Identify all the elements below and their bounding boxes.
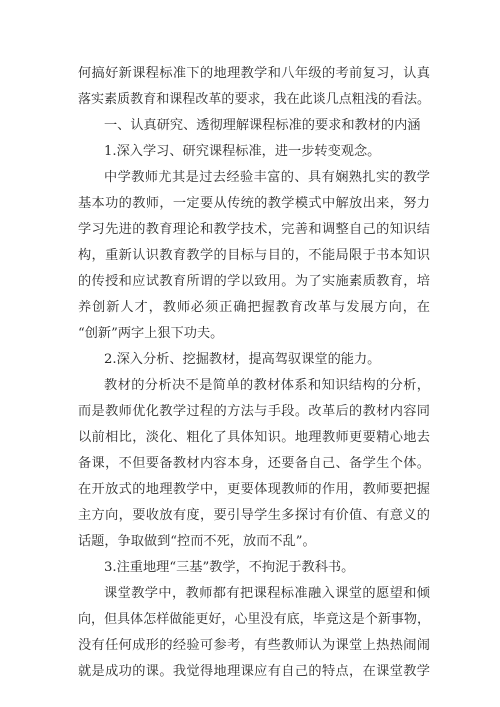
text-line: 就是成功的课。我觉得地理课应有自己的特点，在课堂教学	[78, 664, 430, 679]
text-line: 构，重新认识教育教学的目标与目的，不能局限于书本知识	[78, 248, 430, 263]
subsection-heading: 1.深入学习、研究课程标准，进一步转变观念。	[104, 144, 381, 159]
text-line: 落实素质教育和课程改革的要求，我在此谈几点粗浅的看法。	[78, 92, 430, 107]
text-line: 在开放式的地理教学中，更要体现教师的作用，教师要把握	[78, 482, 430, 497]
text-line: 学习先进的教育理论和教学技术，完善和调整自己的知识结	[78, 222, 430, 237]
subsection-heading: 2.深入分析、挖掘教材，提高驾驭课堂的能力。	[104, 352, 381, 367]
section-heading: 一、认真研究、透彻理解课程标准的要求和教材的内涵	[104, 118, 421, 133]
text-line: 主方向，要收放有度，要引导学生多探讨有价值、有意义的	[78, 508, 430, 523]
text-line: 向，但具体怎样做能更好，心里没有底，毕竟这是个新事物，	[78, 612, 430, 627]
text-line: 教材的分析决不是简单的教材体系和知识结构的分析，	[104, 378, 430, 393]
text-line: 备课，不但要备教材内容本身，还要备自己、备学生个体。	[78, 456, 430, 471]
text-line: 课堂教学中，教师都有把课程标准融入课堂的愿望和倾	[104, 586, 430, 601]
text-line: 话题，争取做到“控而不死，放而不乱”。	[78, 534, 316, 549]
text-line: 而是教师优化教学过程的方法与手段。改革后的教材内容同	[78, 404, 430, 419]
text-line: 没有任何成形的经验可参考，有些教师认为课堂上热热闹闹	[78, 638, 430, 653]
text-line: 基本功的教师，一定要从传统的教学模式中解放出来，努力	[78, 196, 430, 211]
text-line: 以前相比，淡化、粗化了具体知识。地理教师更要精心地去	[78, 430, 430, 445]
text-line: 的传授和应试教育所谓的学以致用。为了实施素质教育，培	[78, 274, 430, 289]
text-line: 中学教师尤其是过去经验丰富的、具有娴熟扎实的教学	[104, 170, 430, 185]
text-line: 养创新人才，教师必须正确把握教育改革与发展方向，在	[78, 300, 430, 315]
subsection-heading: 3.注重地理“三基”教学，不拘泥于教科书。	[104, 560, 355, 575]
text-line: 何搞好新课程标准下的地理教学和八年级的考前复习，认真	[78, 66, 430, 81]
text-line: “创新”两字上狠下功夫。	[78, 326, 224, 341]
